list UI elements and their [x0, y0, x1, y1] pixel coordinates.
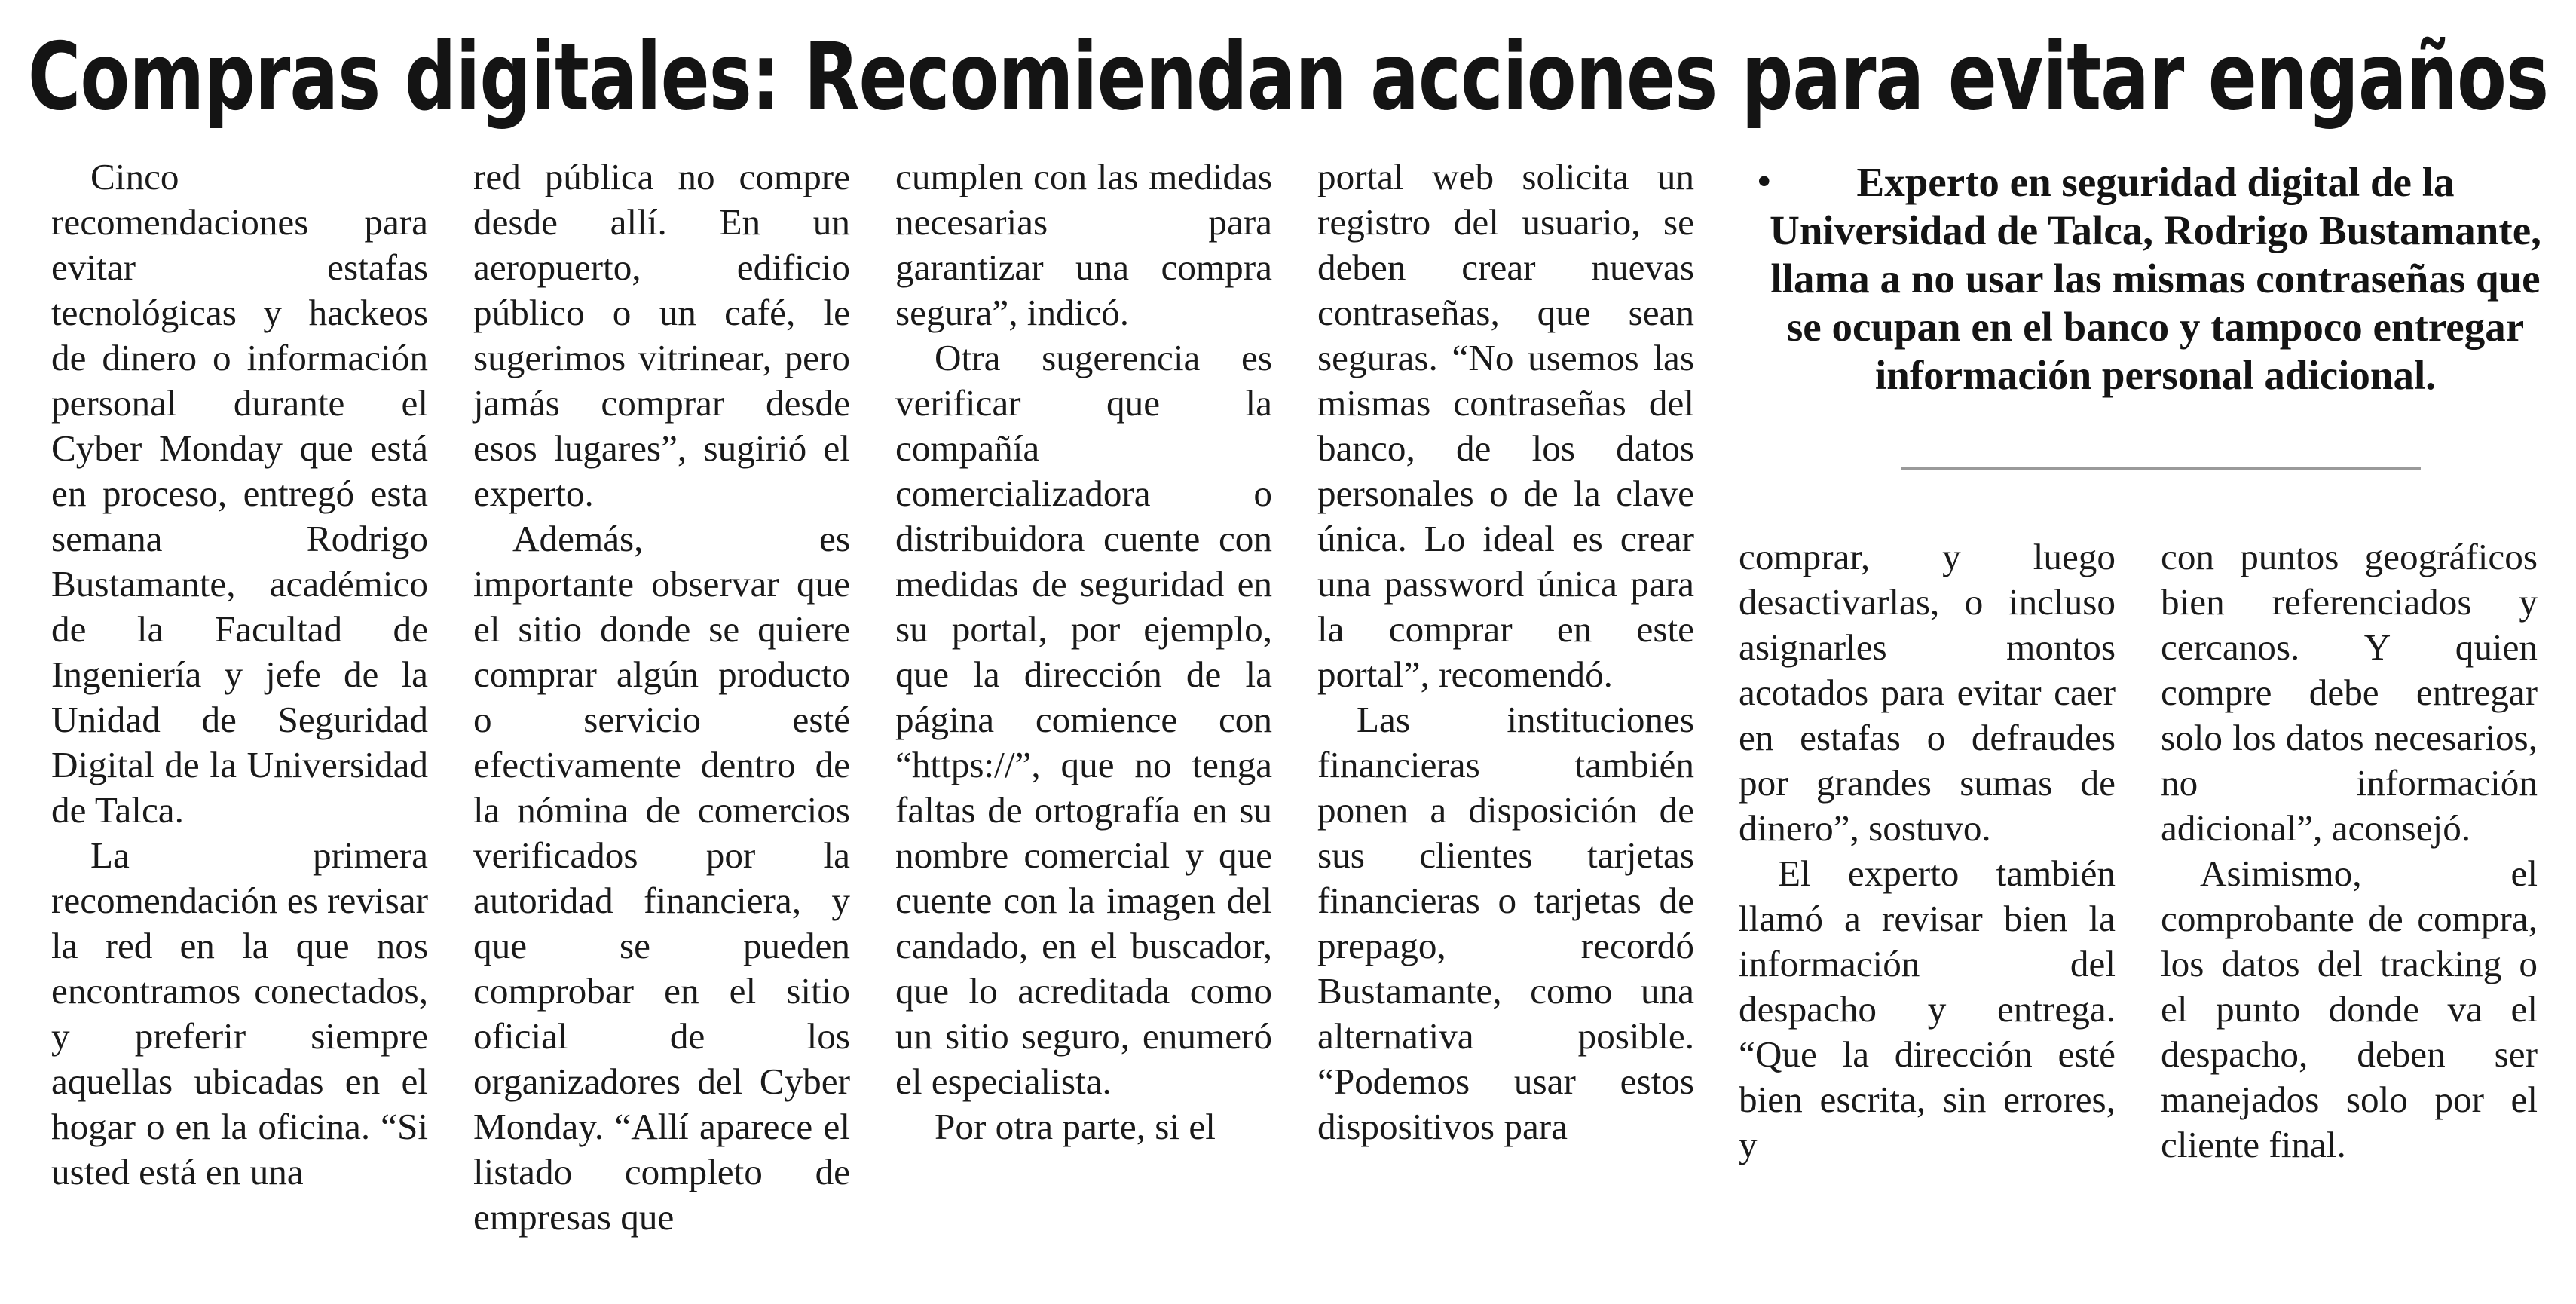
pull-quote-text: Experto en seguridad digital de la Universidad de Talca, Rodrigo Bustamante, llama a no usar las mismas contraseñas que se ocupan en el banco y tampoco entregar información personal adicional.: [1770, 159, 2541, 398]
article-column-5: [1739, 534, 2116, 1168]
paragraph: con puntos geográficos bien referenciados y cercanos. Y quien compre debe entregar solo los datos necesarios, no información adicional”, aconsejó.: [2161, 536, 2538, 849]
headline: Compras digitales: Recomiendan acciones para evitar engaños: [27, 23, 2549, 132]
paragraph: Además, es importante observar que el sitio donde se quiere comprar algún producto o servicio esté efectivamente dentro de la nómina de comercios verificados por la autoridad financiera, y que se pueden comprobar en el sitio oficial de los organizadores del Cyber Monday. “Allí aparece el listado completo de empresas que: [473, 518, 850, 1238]
paragraph: Otra sugerencia es verificar que la compañía comercializadora o distribuidora cuente con medidas de seguridad en su portal, por ejemplo, que la dirección de la página comience con “https://”, que no tenga faltas de ortografía en su nombre comercial y que cuente con la imagen del candado, en el buscador, que lo acreditada como un sitio seguro, enumeró el especialista.: [895, 337, 1272, 1102]
paragraph: La primera recomendación es revisar la red en la que nos encontramos conectados, y preferir siempre aquellas ubicadas en el hogar o en la oficina. “Si usted está en una: [51, 834, 428, 1192]
article-column-2: [473, 155, 850, 1240]
article-column-6: [2161, 534, 2538, 1168]
paragraph: red pública no compre desde allí. En un aeropuerto, edificio público o un café, le sugerimos vitrinear, pero jamás comprar desde esos lugares”, sugirió el experto.: [473, 156, 850, 514]
article-column-4: [1317, 155, 1694, 1149]
bullet-icon: •: [1758, 160, 1771, 202]
paragraph: Cinco recomendaciones para evitar estafas tecnológicas y hackeos de dinero o información personal durante el Cyber Monday que está en proceso, entregó esta semana Rodrigo Bustamante, académico de la Facultad de Ingeniería y jefe de la Unidad de Seguridad Digital de la Universidad de Talca.: [51, 156, 428, 831]
paragraph: comprar, y luego desactivarlas, o incluso asignarles montos acotados para evitar caer en estafas o defraudes por grandes sumas de dinero”, sostuvo.: [1739, 536, 2116, 849]
divider-rule: [1901, 467, 2421, 470]
paragraph: Las instituciones financieras también ponen a disposición de sus clientes tarjetas financieras o tarjetas de prepago, recordó Bustamante, como una alternativa posible. “Podemos usar estos dispositivos para: [1317, 699, 1694, 1147]
paragraph: portal web solicita un registro del usuario, se deben crear nuevas contraseñas, que sean seguras. “No usemos las mismas contraseñas del banco, de los datos personales o de la clave única. Lo ideal es crear una password única para la comprar en este portal”, recomendó.: [1317, 156, 1694, 695]
article-column-3: [895, 155, 1272, 1149]
article-column-1: [51, 155, 428, 1195]
paragraph: Asimismo, el comprobante de compra, los datos del tracking o el punto donde va el despacho, deben ser manejados solo por el cliente final.: [2161, 852, 2538, 1165]
pull-quote: [1758, 158, 2547, 399]
paragraph: cumplen con las medidas necesarias para garantizar una compra segura”, indicó.: [895, 156, 1272, 333]
paragraph: El experto también llamó a revisar bien la información del despacho y entrega. “Que la dirección esté bien escrita, sin errores, y: [1739, 852, 2116, 1165]
paragraph: Por otra parte, si el: [935, 1106, 1216, 1147]
